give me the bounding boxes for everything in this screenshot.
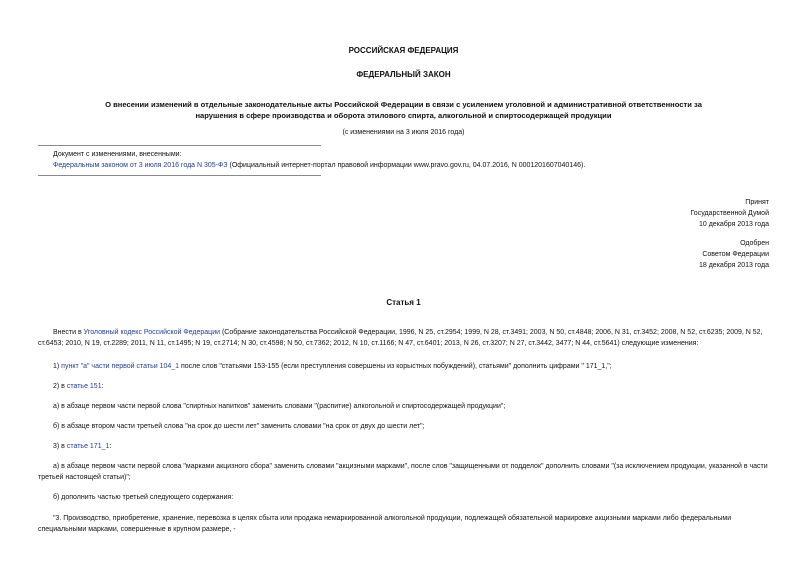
- item2-pre: 2) в: [53, 383, 67, 390]
- article-heading: Статья 1: [386, 298, 421, 307]
- intro-pre: Внести в: [53, 329, 84, 336]
- article-171-1-link[interactable]: статье 171_1: [66, 443, 110, 450]
- item3-pre: 3) в: [53, 443, 67, 450]
- law-title-line1: О внесении изменений в отдельные законодательные акты Российской Федерации в связи с усилением уголовной и административной ответственности за: [105, 100, 702, 109]
- item-3: [38, 441, 769, 452]
- item1-post: после слов "статьями 153-155 (если преступления совершены из корыстных побуждений), статьями" дополнить цифрами " 171_1,";: [179, 363, 612, 370]
- article-intro: [38, 327, 769, 349]
- item-1: [38, 361, 769, 372]
- amendments-label: Документ с изменениями, внесенными:: [53, 151, 182, 158]
- approved-line3: 18 декабря 2013 года: [698, 262, 769, 269]
- adopted-block: [569, 197, 769, 230]
- amendments-text: [53, 160, 585, 171]
- item-3b: б) дополнить частью третьей следующего содержания:: [53, 494, 234, 501]
- item-2b: б) в абзаце втором части третьей слова "на срок до шести лет" заменить словами "на срок от двух до шести лет";: [53, 423, 425, 430]
- intro-post: (Собрание законодательства Российской Федерации, 1996, N 25, ст.2954; 1999, N 28, ст.3491; 2003, N 50, ст.4848; 2006, N 31, ст.3452; 2008, N 52, ст.6235; 2009, N 52, ст.6453; 2010, N 19, ст.2289; 2011, N 11, ст.1495; N 19, ст.2714; N 30, ст.4598; N 50, ст.7362; 2012, N 10, ст.1166; N 47, ст.6401; 2013, N 26, ст.3207; N 27, ст.3442, 3477; N 44, ст.5641) следующие изменения:: [38, 329, 763, 347]
- amendments-box: [53, 149, 585, 171]
- item-2: [38, 381, 769, 392]
- quoted-part-3: "3. Производство, приобретение, хранение, перевозка в целях сбыта или продажа немаркированной алкогольной продукции, подлежащей обязательной маркировке акцизными марками либо федеральными специальными марками, совершенные в крупном размере, -: [38, 515, 732, 533]
- amendment-note: (с изменениями на 3 июля 2016 года): [342, 129, 465, 136]
- item-2a: а) в абзаце первом части первой слова "спиртных напитков" заменить словами "(распитие) алкогольной и спиртосодержащей продукции";: [53, 403, 506, 410]
- amendments-top-rule: [38, 145, 321, 146]
- amendments-bottom-rule: [38, 175, 321, 176]
- approved-line1: Одобрен: [740, 240, 769, 247]
- item3-post: :: [109, 443, 112, 450]
- country-heading: РОССИЙСКАЯ ФЕДЕРАЦИЯ: [348, 46, 459, 55]
- item2-post: :: [101, 383, 104, 390]
- amending-law-link[interactable]: Федеральным законом от 3 июля 2016 года N 305-ФЗ: [53, 162, 228, 169]
- criminal-code-link[interactable]: Уголовный кодекс Российской Федерации: [83, 329, 221, 336]
- adopted-line2: Государственной Думой: [690, 210, 769, 217]
- item-3a: а) в абзаце первом части первой слова "марками акцизного сбора" заменить словами "акцизными марками", после слов "защищенными от подделок" дополнить словами "(за исключением продукции, указанной в части третьей настоящей статьи)";: [38, 463, 768, 481]
- adopted-line1: Принят: [745, 199, 769, 206]
- doc-type-heading: ФЕДЕРАЛЬНЫЙ ЗАКОН: [356, 70, 451, 79]
- approved-block: [569, 238, 769, 271]
- law-title-line2: нарушения в сфере производства и оборота этилового спирта, алкогольной и спиртосодержащей продукции: [195, 111, 612, 120]
- law-title: [0, 99, 807, 121]
- article-104-1-link[interactable]: пункт "а" части первой статьи 104_1: [61, 363, 180, 370]
- approved-line2: Советом Федерации: [702, 251, 769, 258]
- adopted-line3: 10 декабря 2013 года: [698, 221, 769, 228]
- amending-law-source: (Официальный интернет-портал правовой информации www.pravo.gov.ru, 04.07.2016, N 0001201607040146).: [227, 162, 586, 169]
- item1-pre: 1): [53, 363, 62, 370]
- article-151-link[interactable]: статье 151: [66, 383, 102, 390]
